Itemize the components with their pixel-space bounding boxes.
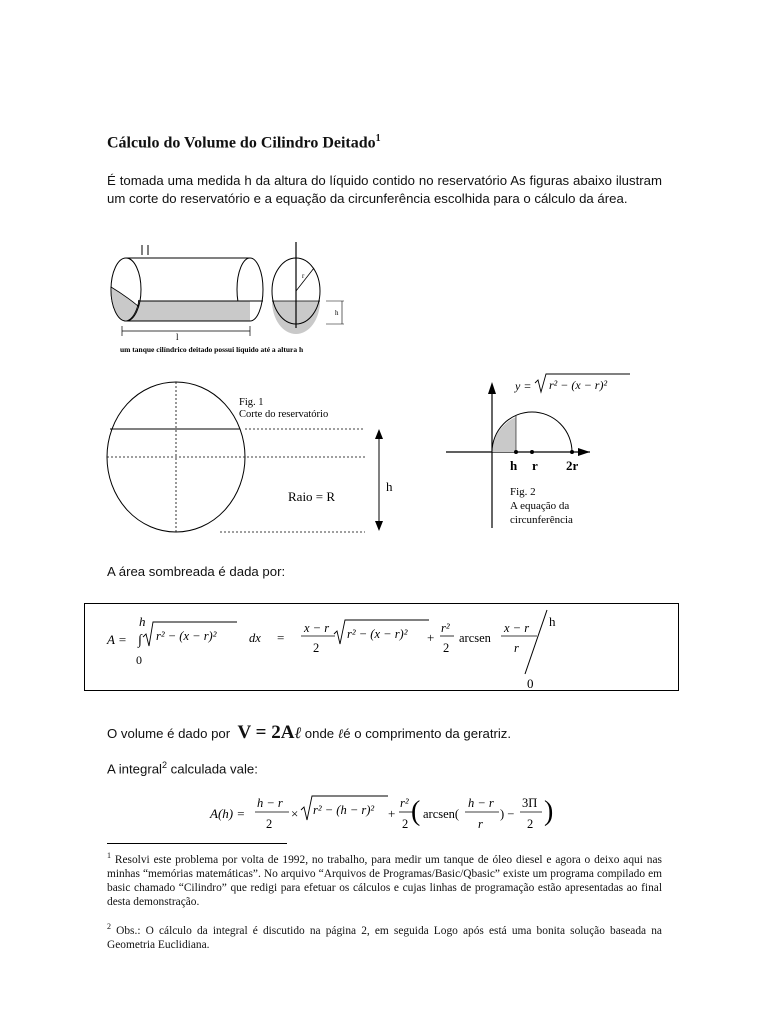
ah-frac1-num: h − r xyxy=(257,796,283,810)
fig2-equation-rhs: r² − (x − r)² xyxy=(549,378,608,392)
volume-suffix: é o comprimento da geratriz. xyxy=(343,726,512,741)
tank-figure xyxy=(104,240,364,360)
ah-frac2-num: r² xyxy=(400,796,409,810)
integral-suffix: calculada vale: xyxy=(170,761,258,777)
intro-paragraph: É tomada uma medida h da altura do líquido contido no reservatório As figuras abaixo ilustram um corte do reservatório e a equação da circunferência escolhida para o cálculo da área. xyxy=(107,173,662,206)
area-dx: dx xyxy=(249,631,261,645)
ah-plus: + xyxy=(388,806,396,821)
fig2-subtitle-line2: circunferência xyxy=(510,514,573,526)
integral-upper-limit: h xyxy=(139,614,146,629)
tank-side-view xyxy=(111,245,348,342)
footnote-2-text: Obs.: O cálculo da integral é discutido na página 2, em seguida Logo após está uma bonita solução baseada na Geometria Euclidiana. xyxy=(107,924,662,951)
footnote-separator xyxy=(107,843,287,844)
fig1-h-label: h xyxy=(386,479,393,494)
ah-frac1-den: 2 xyxy=(266,817,273,831)
fig2-subtitle-line1: A equação da xyxy=(510,500,570,512)
fig2-2r-label: 2r xyxy=(566,458,579,473)
ah-frac3-num: h − r xyxy=(468,796,494,810)
footnote-1-text: Resolvi este problema por volta de 1992, no trabalho, para medir um tanque de óleo diesel e agora o deixo aqui nas minhas “memórias matemáticas”. No arquivo “Arquivos de Programas/Basic/Qbasic” existe um programa compilado em basic chamado “Cilindro” que redigi para efetuar os cálculos e cujas linhas de programação estão apresentadas ao final desta demonstração. xyxy=(107,853,662,909)
footnote-2 xyxy=(107,920,662,952)
ah-times: × xyxy=(291,806,299,821)
integral-paragraph xyxy=(107,760,258,776)
area-frac2-den: 2 xyxy=(443,641,450,655)
area-integrand: r² − (x − r)² xyxy=(156,629,217,643)
fig1-title: Fig. 1 xyxy=(239,397,264,408)
tank-height-label: h xyxy=(335,309,339,317)
fig2-diagram xyxy=(440,368,650,533)
ah-arcsen: arcsen( xyxy=(423,807,460,821)
area-intro: A área sombreada é dada por: xyxy=(107,564,286,579)
tank-caption: um tanque cilíndrico deitado possui líquido até a altura h xyxy=(120,345,304,354)
area-formula-box xyxy=(84,603,679,691)
fig1-subtitle: Corte do reservatório xyxy=(239,409,329,420)
eval-lower: 0 xyxy=(527,676,534,690)
tank-cross-section xyxy=(272,242,344,334)
fig1-diagram xyxy=(100,375,410,540)
ah-lhs: A(h) = xyxy=(210,806,246,821)
title-footnote-mark: 1 xyxy=(375,133,381,144)
ah-frac3-den: r xyxy=(478,817,483,831)
ah-frac2-den: 2 xyxy=(402,817,409,831)
area-frac2-num: r² xyxy=(441,621,450,635)
volume-ell: ℓ xyxy=(294,725,302,742)
footnote-1 xyxy=(107,849,662,910)
tank-length-label: l xyxy=(176,332,179,342)
ah-left-paren: ( xyxy=(411,796,421,827)
volume-ell-inline: ℓ xyxy=(337,726,344,741)
area-lhs: A = xyxy=(107,632,127,647)
area-frac1-num: x − r xyxy=(304,621,330,635)
area-frac1-den: 2 xyxy=(313,641,320,655)
area-formula xyxy=(85,604,678,690)
volume-prefix: O volume é dado por xyxy=(107,726,231,741)
ah-frac4-num: 3Π xyxy=(522,796,538,810)
ah-root: r² − (h − r)² xyxy=(313,803,375,817)
area-frac3-num: x − r xyxy=(504,621,530,635)
page-title xyxy=(107,133,381,152)
fig2-title: Fig. 2 xyxy=(510,486,536,498)
fig2-r-label: r xyxy=(532,458,538,473)
fig1-radius-label: Raio = R xyxy=(288,489,336,504)
fig2-equation-lhs: y = xyxy=(515,379,532,393)
ah-minus: ) − xyxy=(500,807,515,821)
ah-formula xyxy=(205,788,565,836)
area-equals: = xyxy=(277,630,285,645)
title-text: Cálculo do Volume do Cilindro Deitado xyxy=(107,134,376,152)
area-frac3-den: r xyxy=(514,641,519,655)
fig2-h-label: h xyxy=(510,458,518,473)
area-root2: r² − (x − r)² xyxy=(347,627,408,641)
area-arcsen: arcsen xyxy=(459,631,491,645)
footnote-1-mark: 1 xyxy=(107,851,111,860)
integral-footnote-mark: 2 xyxy=(161,760,167,770)
volume-formula: V = 2A xyxy=(237,722,295,743)
volume-paragraph xyxy=(107,722,511,744)
area-plus: + xyxy=(427,630,435,645)
ah-right-paren: ) xyxy=(544,796,554,827)
volume-middle: onde xyxy=(304,726,335,741)
eval-upper: h xyxy=(549,614,556,629)
tank-radius-label: r xyxy=(302,272,305,280)
integral-lower-limit: 0 xyxy=(136,653,142,667)
integral-sign: ∫ xyxy=(138,633,142,648)
integral-prefix: A integral xyxy=(107,761,162,777)
ah-frac4-den: 2 xyxy=(527,817,534,831)
evaluation-bar xyxy=(525,610,547,674)
footnote-2-mark: 2 xyxy=(107,922,111,931)
